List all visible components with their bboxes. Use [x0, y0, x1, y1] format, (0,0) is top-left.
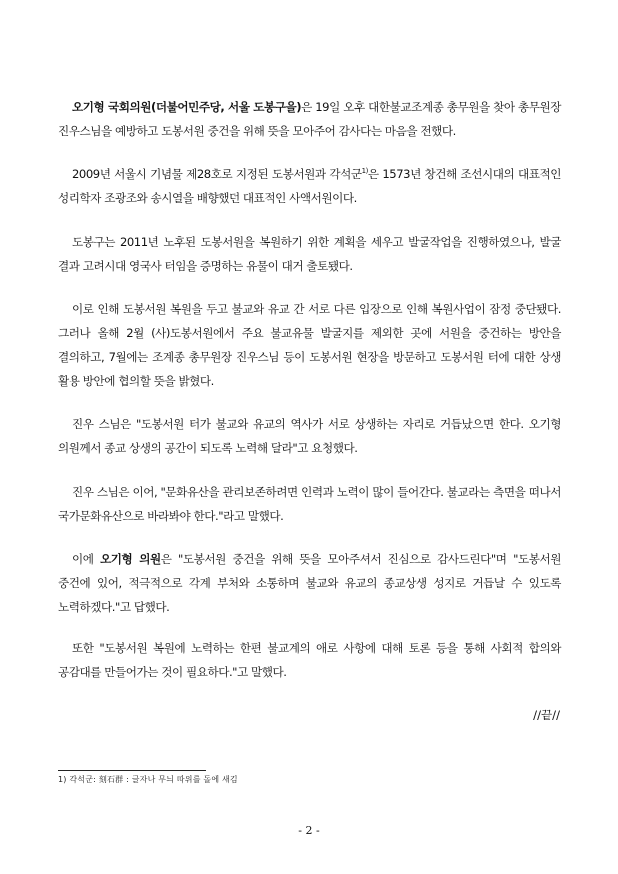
paragraph-text: 은 1573년 창건해 조선시대의 대표적인 성리학자 조광조와 송시열을 배향했던 대표적인 사액서원이다. [58, 167, 561, 205]
paragraph-visit-summary [58, 95, 561, 143]
paragraph-text: 2009년 서울시 기념물 제28호로 지정된 도봉서원과 각석군 [72, 167, 362, 181]
page-number: - 2 - [298, 824, 320, 837]
footnote-divider [58, 770, 206, 771]
paragraph-text: 은 "도봉서원 중건을 위해 뜻을 모아주셔서 진심으로 감사드린다"며 "도봉서원 중건에 있어, 적극적으로 각계 부처와 소통하며 불교와 유교의 종교상생 성지로 거듭날 수 있도록 노력하겠다."고 답했다. [58, 552, 561, 614]
lawmaker-name: 오기형 의원 [100, 552, 161, 566]
end-mark: //끝// [533, 708, 560, 722]
paragraph-restoration-dispute: 이로 인해 도봉서원 복원을 두고 불교와 유교 간 서로 다른 입장으로 인해 복원사업이 잠정 중단됐다. 그러나 올해 2월 (사)도봉서원에서 주요 불교유물 발굴지를 제외한 곳에 서원을 중건하는 방안을 결의하고, 7월에는 조계종 총무원장 진우스님 등이 도봉서원 현장을 방문하고 도봉서원 터에 대한 상생 활용 방안에 협의할 뜻을 밝혔다. [58, 302, 561, 388]
paragraph-dobong-seowon-history [58, 162, 561, 210]
paragraph-monk-request: 진우 스님은 "도봉서원 터가 불교와 유교의 역사가 서로 상생하는 자리로 거듭났으면 한다. 오기형 의원께서 종교 상생의 공간이 되도록 노력해 달라"고 요청했다. [58, 417, 561, 455]
footnote-reference: 1) [361, 167, 368, 176]
paragraph-lawmaker-reply [58, 547, 561, 619]
paragraph-excavation: 도봉구는 2011년 노후된 도봉서원을 복원하기 위한 계획을 세우고 발굴작업을 진행하였으나, 발굴 결과 고려시대 영국사 터임을 증명하는 유물이 대거 출토됐다. [58, 235, 561, 273]
paragraph-closing-remark: 또한 "도봉서원 복원에 노력하는 한편 불교계의 애로 사항에 대해 토론 등을 통해 사회적 합의와 공감대를 만들어가는 것이 필요하다."고 말했다. [58, 641, 561, 679]
lawmaker-name-party: 오기형 국회의원(더불어민주당, 서울 도봉구을) [72, 100, 302, 114]
paragraph-text: 이에 [72, 552, 101, 566]
footnote: 1) 각석군: 刻石群 : 글자나 무늬 따위를 돌에 새김 [58, 775, 238, 784]
paragraph-text: 은 19일 오후 대한불교조계종 총무원을 찾아 총무원장 진우스님을 예방하고 도봉서원 중건을 위해 뜻을 모아주어 감사다는 마음을 전했다. [58, 100, 562, 138]
paragraph-monk-heritage-remark: 진우 스님은 이어, "문화유산을 관리보존하려면 인력과 노력이 많이 들어간다. 불교라는 측면을 떠나서 국가문화유산으로 바라봐야 한다."라고 말했다. [58, 485, 561, 523]
